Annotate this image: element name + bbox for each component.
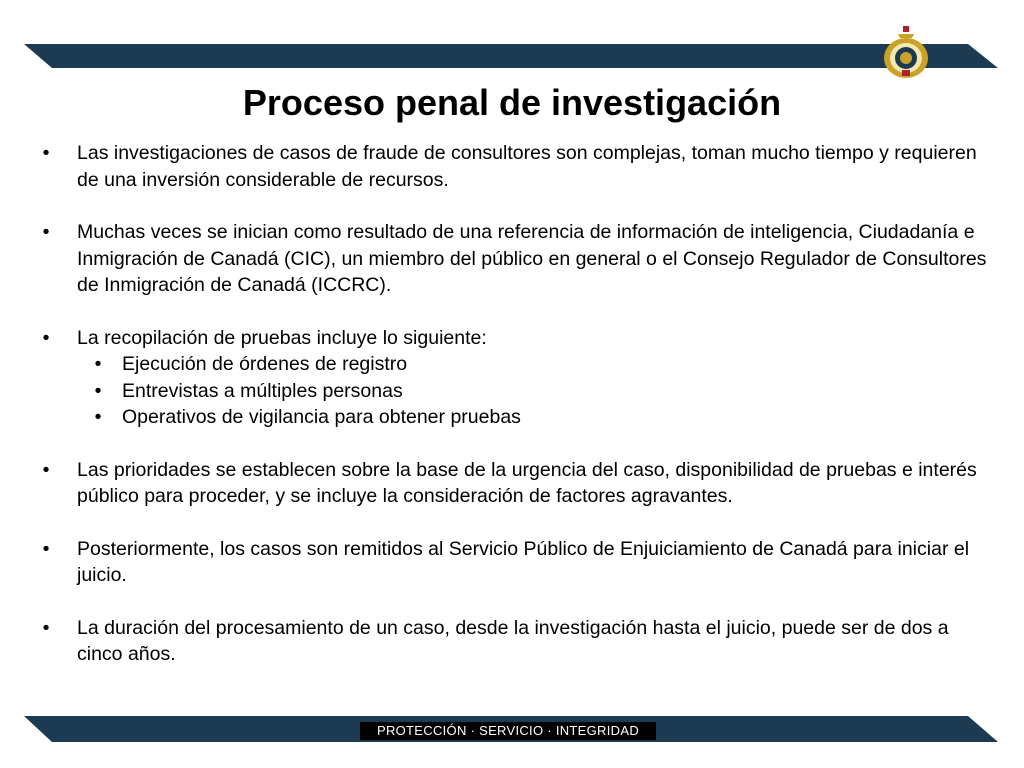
bullet-icon: • [42,142,50,164]
header-band [0,0,1024,80]
bullet-icon: • [42,221,50,243]
sub-bullet-icon: • [94,406,102,428]
sub-item-text: Entrevistas a múltiples personas [122,379,403,402]
slide-content [36,140,996,694]
bullet-icon: • [42,537,50,560]
header-band-shape [24,44,998,68]
sub-list-item [77,404,996,431]
agency-crest-icon [880,24,932,80]
bullet-text: Muchas veces se inician como resultado de una referencia de información de inteligencia, Ciudadanía e Inmigración de Canadá (CIC), un miembro del público en general o el Consejo Regulador de Consultores de Inmigración de Canadá (ICCRC). [77,221,987,296]
bullet-text: Las prioridades se establecen sobre la base de la urgencia del caso, disponibilidad de pruebas e interés público para proceder, y se incluye la consideración de factores agravantes. [77,458,977,507]
bullet-text: La duración del procesamiento de un caso, desde la investigación hasta el juicio, puede ser de dos a cinco años. [77,616,949,665]
sub-bullet-icon: • [94,353,102,375]
sub-bullet-icon: • [94,379,102,402]
bullet-icon: • [42,616,50,639]
bullet-text: Las investigaciones de casos de fraude de consultores son complejas, toman mucho tiempo y requieren de una inversión considerable de recursos. [77,142,977,191]
bullet-item [36,219,996,299]
slide-title: Proceso penal de investigación [242,82,782,123]
sub-list-item [77,351,996,378]
sub-item-text: Ejecución de órdenes de registro [122,353,408,375]
footer-motto: PROTECCIÓN · SERVICIO · INTEGRIDAD [360,722,656,740]
bullet-icon: • [42,326,50,349]
bullet-item [36,140,996,193]
bullet-item [36,457,996,510]
bullet-text: La recopilación de pruebas incluye lo siguiente: [77,326,487,349]
sub-list-item [77,378,996,405]
bullet-text: Posteriormente, los casos son remitidos al Servicio Público de Enjuiciamiento de Canadá para iniciar el juicio. [77,537,970,586]
sub-item-text: Operativos de vigilancia para obtener pruebas [122,406,521,428]
bullet-item [36,325,996,431]
sub-list [77,351,996,431]
bullet-item [36,536,996,589]
bullet-item [36,615,996,668]
bullet-icon: • [42,458,50,481]
